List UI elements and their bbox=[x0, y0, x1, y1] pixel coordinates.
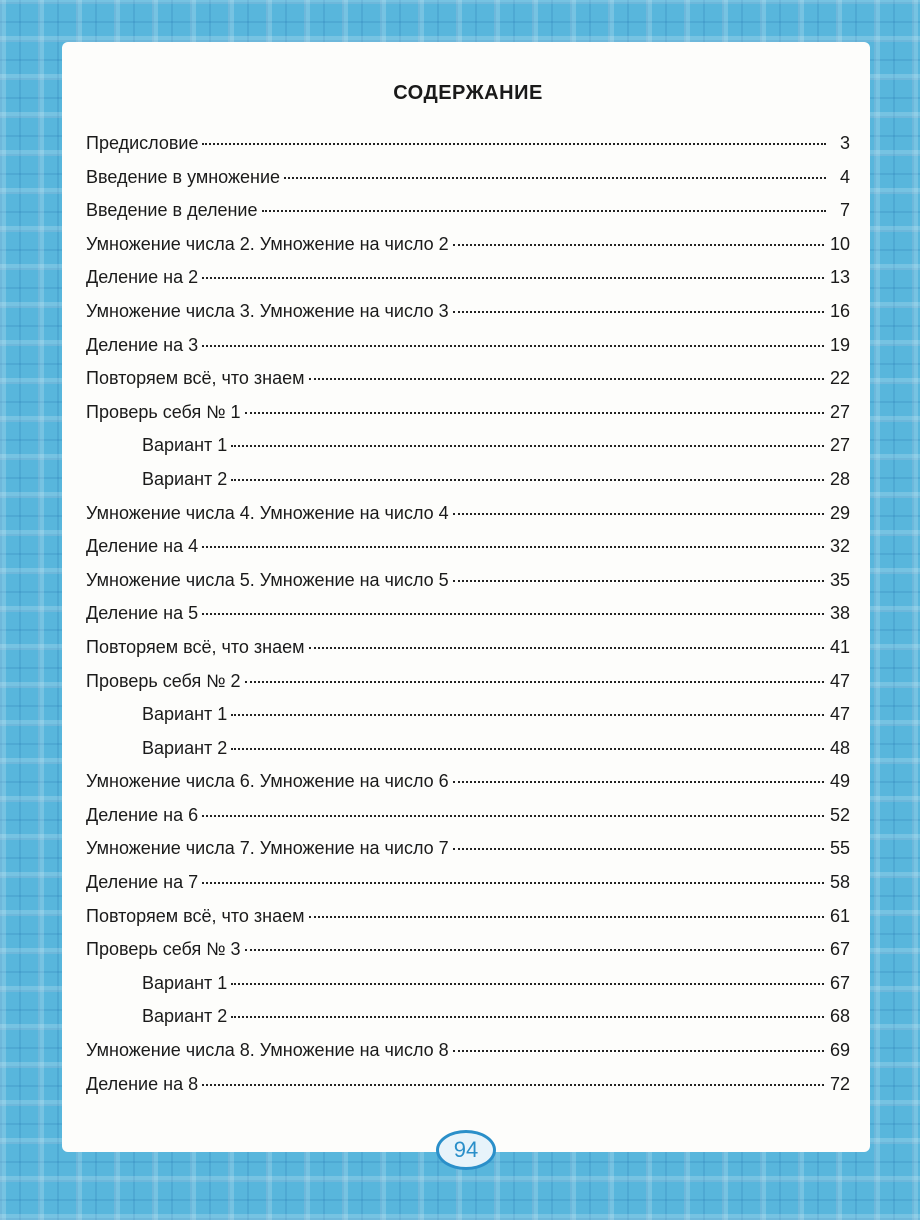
toc-entry-label: Деление на 6 bbox=[86, 804, 199, 825]
toc-entry bbox=[86, 1040, 850, 1074]
dot-leader bbox=[453, 244, 824, 246]
dot-leader bbox=[202, 882, 824, 884]
toc-entry-page: 10 bbox=[829, 233, 850, 254]
toc-entry bbox=[86, 167, 850, 201]
dot-leader bbox=[453, 848, 824, 850]
toc-entry-label: Проверь себя № 2 bbox=[86, 670, 241, 691]
toc-entry-label: Умножение числа 4. Умножение на число 4 bbox=[86, 502, 449, 523]
toc-entry-label: Умножение числа 2. Умножение на число 2 bbox=[86, 233, 449, 254]
dot-leader bbox=[231, 714, 824, 716]
dot-leader bbox=[202, 143, 826, 145]
toc-entry-page: 35 bbox=[829, 569, 850, 590]
toc-entry-label: Вариант 2 bbox=[142, 468, 228, 489]
toc-entry bbox=[86, 805, 850, 839]
toc-entry-page: 27 bbox=[829, 401, 850, 422]
toc-entry-label: Вариант 1 bbox=[142, 704, 228, 725]
toc-entry bbox=[86, 503, 850, 537]
dot-leader bbox=[202, 345, 824, 347]
dot-leader bbox=[245, 412, 824, 414]
toc-subentry bbox=[86, 469, 850, 503]
toc-entry-label: Деление на 4 bbox=[86, 536, 199, 557]
toc-subentry bbox=[86, 973, 850, 1007]
dot-leader bbox=[202, 1084, 824, 1086]
toc-subentry bbox=[86, 435, 850, 469]
toc-entry bbox=[86, 939, 850, 973]
toc-entry-label: Повторяем всё, что знаем bbox=[86, 368, 305, 389]
dot-leader bbox=[284, 177, 826, 179]
toc-entry-page: 67 bbox=[829, 972, 850, 993]
toc-entry-page: 3 bbox=[839, 133, 850, 153]
toc-entry-label: Введение в деление bbox=[86, 200, 258, 221]
toc-entry-label: Вариант 2 bbox=[142, 1006, 228, 1027]
toc-entry-label: Деление на 7 bbox=[86, 872, 199, 893]
toc-entry bbox=[86, 671, 850, 705]
toc-entry-page: 68 bbox=[829, 1006, 850, 1027]
toc-entry-page: 27 bbox=[829, 435, 850, 456]
toc-entry bbox=[86, 838, 850, 872]
toc-entry-label: Умножение числа 8. Умножение на число 8 bbox=[86, 1040, 449, 1061]
toc-entry-page: 22 bbox=[829, 368, 850, 389]
dot-leader bbox=[453, 781, 824, 783]
toc-entry-label: Умножение числа 3. Умножение на число 3 bbox=[86, 300, 449, 321]
toc-entry-page: 61 bbox=[829, 905, 850, 926]
toc-entry-page: 72 bbox=[829, 1073, 850, 1094]
toc-entry-label: Умножение числа 7. Умножение на число 7 bbox=[86, 838, 449, 859]
dot-leader bbox=[202, 546, 824, 548]
contents-title: СОДЕРЖАНИЕ bbox=[393, 82, 543, 104]
dot-leader bbox=[231, 479, 824, 481]
toc-entry-label: Проверь себя № 1 bbox=[86, 401, 241, 422]
toc-entry bbox=[86, 335, 850, 369]
dot-leader bbox=[231, 748, 824, 750]
toc-entry-label: Предисловие bbox=[86, 133, 199, 153]
toc-entry-page: 52 bbox=[829, 804, 850, 825]
toc-entry bbox=[86, 771, 850, 805]
toc-entry-label: Повторяем всё, что знаем bbox=[86, 636, 305, 657]
dot-leader bbox=[245, 949, 824, 951]
toc-entry-label: Повторяем всё, что знаем bbox=[86, 905, 305, 926]
toc-entry bbox=[86, 536, 850, 570]
toc-entry-label: Вариант 1 bbox=[142, 972, 228, 993]
toc-entry-label: Умножение числа 6. Умножение на число 6 bbox=[86, 771, 449, 792]
toc-entry-page: 41 bbox=[829, 636, 850, 657]
toc-entry-page: 55 bbox=[829, 838, 850, 859]
toc-entry-page: 49 bbox=[829, 771, 850, 792]
toc-entry-page: 47 bbox=[829, 670, 850, 691]
toc-entry bbox=[86, 368, 850, 402]
toc-entry-label: Умножение числа 5. Умножение на число 5 bbox=[86, 569, 449, 590]
toc-entry-label: Деление на 3 bbox=[86, 334, 199, 355]
toc-entry-page: 28 bbox=[829, 468, 850, 489]
toc-entry bbox=[86, 906, 850, 940]
toc-entry-page: 32 bbox=[829, 536, 850, 557]
toc-entry-label: Деление на 8 bbox=[86, 1073, 199, 1094]
toc-entry-label: Вариант 1 bbox=[142, 435, 228, 456]
toc-entry-page: 4 bbox=[839, 166, 850, 187]
toc-entry bbox=[86, 402, 850, 436]
dot-leader bbox=[453, 513, 824, 515]
toc-entry bbox=[86, 570, 850, 604]
toc-entry bbox=[86, 603, 850, 637]
toc-entry bbox=[86, 267, 850, 301]
toc-entry-label: Введение в умножение bbox=[86, 166, 281, 187]
toc-entry-page: 29 bbox=[829, 502, 850, 523]
toc-entry-page: 16 bbox=[829, 300, 850, 321]
toc-subentry bbox=[86, 704, 850, 738]
toc-entry-page: 38 bbox=[829, 603, 850, 624]
dot-leader bbox=[309, 378, 824, 380]
toc-entry bbox=[86, 637, 850, 671]
dot-leader bbox=[231, 445, 824, 447]
dot-leader bbox=[231, 983, 824, 985]
toc-entry-page: 58 bbox=[829, 872, 850, 893]
toc-subentry bbox=[86, 738, 850, 772]
toc-entry-page: 13 bbox=[829, 267, 850, 288]
toc-entry bbox=[86, 872, 850, 906]
toc-entry-page: 7 bbox=[839, 200, 850, 221]
toc-entry-page: 47 bbox=[829, 704, 850, 725]
dot-leader bbox=[309, 916, 824, 918]
table-of-contents bbox=[86, 133, 850, 1107]
toc-entry bbox=[86, 1074, 850, 1108]
toc-entry-label: Деление на 2 bbox=[86, 267, 199, 288]
dot-leader bbox=[202, 613, 824, 615]
toc-entry-page: 19 bbox=[829, 334, 850, 355]
dot-leader bbox=[309, 647, 824, 649]
book-page bbox=[62, 42, 870, 1162]
toc-subentry bbox=[86, 1006, 850, 1040]
toc-entry bbox=[86, 200, 850, 234]
dot-leader bbox=[262, 210, 826, 212]
toc-entry-page: 48 bbox=[829, 737, 850, 758]
toc-entry bbox=[86, 234, 850, 268]
toc-entry bbox=[86, 133, 850, 167]
toc-entry bbox=[86, 301, 850, 335]
dot-leader bbox=[202, 815, 824, 817]
toc-entry-page: 69 bbox=[829, 1040, 850, 1061]
dot-leader bbox=[231, 1016, 824, 1018]
dot-leader bbox=[245, 681, 824, 683]
dot-leader bbox=[453, 311, 824, 313]
toc-entry-page: 67 bbox=[829, 939, 850, 960]
toc-entry-label: Вариант 2 bbox=[142, 737, 228, 758]
page-number-badge: 94 bbox=[436, 1130, 496, 1170]
dot-leader bbox=[453, 1050, 824, 1052]
toc-entry-label: Деление на 5 bbox=[86, 603, 199, 624]
dot-leader bbox=[453, 580, 824, 582]
dot-leader bbox=[202, 277, 824, 279]
toc-entry-label: Проверь себя № 3 bbox=[86, 939, 241, 960]
